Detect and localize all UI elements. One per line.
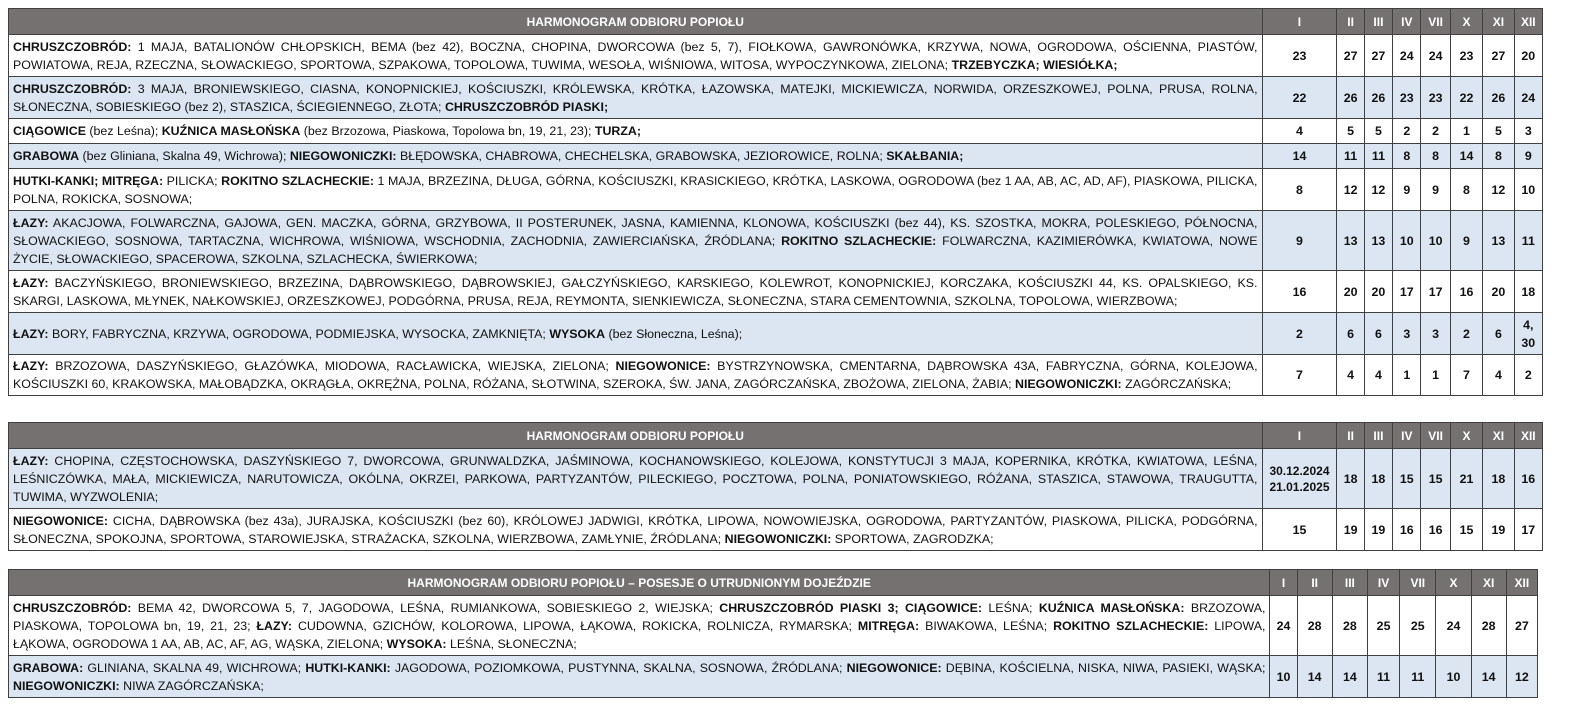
- pickup-day-cell: 18: [1514, 271, 1542, 313]
- month-header: III: [1364, 423, 1392, 449]
- pickup-day-cell: 9: [1262, 211, 1337, 271]
- schedule-table-2: [8, 422, 1543, 551]
- street-list: LEŚNA, SŁONECZNA;: [446, 636, 577, 651]
- month-header: I: [1270, 570, 1297, 596]
- street-list: GLINIANA, SKALNA 49, WICHROWA;: [83, 660, 306, 675]
- pickup-day-cell: 8: [1450, 169, 1482, 211]
- month-header: IV: [1393, 423, 1421, 449]
- pickup-day-cell: 20: [1483, 271, 1514, 313]
- pickup-day-cell: 20: [1337, 271, 1364, 313]
- pickup-day-cell: 27: [1506, 596, 1537, 656]
- table-row: [9, 596, 1538, 656]
- month-header: IV: [1393, 9, 1421, 35]
- street-list: (bez Brzozowa, Piaskowa, Topolowa bn, 19, 21, 23);: [300, 124, 595, 138]
- locality-name: NIEGOWONICZKI:: [13, 678, 120, 693]
- locality-name: CHRUSZCZOBRÓD:: [13, 81, 132, 96]
- pickup-day-cell: 10: [1436, 656, 1471, 698]
- pickup-day-cell: 18: [1483, 449, 1514, 509]
- month-header: III: [1332, 570, 1367, 596]
- locality-name: KUŹNICA MASŁOŃSKA:: [1038, 600, 1185, 615]
- pickup-day-cell: 20: [1514, 35, 1542, 77]
- pickup-day-cell: 28: [1297, 596, 1332, 656]
- month-header: III: [1364, 9, 1392, 35]
- table-row: [9, 355, 1543, 396]
- pickup-day-cell: 12: [1364, 169, 1392, 211]
- pickup-day-cell: 23: [1421, 77, 1450, 119]
- pickup-day-cell: 13: [1337, 211, 1364, 271]
- table-row: [9, 271, 1543, 313]
- month-header: XI: [1483, 9, 1514, 35]
- address-cell: [9, 144, 1263, 169]
- month-header: XII: [1514, 423, 1542, 449]
- locality-name: ROKITNO SZLACHECKIE:: [781, 233, 937, 248]
- pickup-day-cell: 12: [1506, 656, 1537, 698]
- street-list: JAGODOWA, POZIOMKOWA, PUSTYNNA, SKALNA, SOSNOWA, ŹRÓDLANA;: [390, 660, 847, 675]
- table-row: [9, 119, 1543, 144]
- table-row: [9, 509, 1543, 551]
- pickup-day-cell: 4: [1337, 355, 1364, 396]
- pickup-day-cell: 16: [1514, 449, 1542, 509]
- pickup-day-cell: 11: [1367, 656, 1399, 698]
- pickup-day-cell: 30.12.2024 21.01.2025: [1262, 449, 1337, 509]
- locality-name: ROKITNO SZLACHECKIE:: [221, 173, 375, 188]
- pickup-day-cell: 3: [1393, 313, 1421, 355]
- pickup-day-cell: 10: [1393, 211, 1421, 271]
- street-list: (bez Gliniana, Skalna 49, Wichrowa);: [79, 149, 290, 163]
- pickup-day-cell: 8: [1421, 144, 1450, 169]
- locality-name: SKAŁBANIA;: [886, 149, 964, 163]
- schedule-table-1: [8, 8, 1543, 396]
- table-row: [9, 656, 1538, 698]
- table-title: HARMONOGRAM ODBIORU POPIOŁU: [9, 423, 1263, 449]
- pickup-day-cell: 15: [1393, 449, 1421, 509]
- street-list: BACZYŃSKIEGO, BRONIEWSKIEGO, BRZEZINA, DĄBROWSKIEGO, DĄBROWSKIEJ, GAŁCZYŃSKIEGO, KARSKIEGO, KOLEWROT, KONOPNICKIEJ, KORCZAKA, KOŚCIUSZKI 44, KS. OPALSKIEGO, KS. SKARGI, LASKOWA, MŁYNEK, NAŁKOWSKIEJ, ORZESZKOWEJ, PODGÓRNA, PRUSA, REJA, REYMONTA, SIENKIEWICZA, SŁONECZNA, STARA CEMENTOWNIA, SZKOLNA, TOPOLOWA, WIERZBOWA;: [13, 275, 1258, 308]
- street-list: NIWA ZAGÓRCZAŃSKA;: [119, 678, 264, 693]
- pickup-day-cell: 25: [1367, 596, 1399, 656]
- locality-name: GRABOWA: [13, 149, 80, 163]
- pickup-day-cell: 3: [1514, 119, 1542, 144]
- pickup-day-cell: 16: [1421, 509, 1450, 551]
- table-row: [9, 35, 1543, 77]
- address-cell: [9, 313, 1263, 355]
- table-row: [9, 313, 1543, 355]
- address-cell: [9, 656, 1270, 698]
- locality-name: MITRĘGA:: [857, 618, 920, 633]
- pickup-day-cell: 7: [1450, 355, 1482, 396]
- pickup-day-cell: 6: [1483, 313, 1514, 355]
- street-list: 1 MAJA, BRZEZINA, DŁUGA, GÓRNA, KOŚCIUSZKI, KRASICKIEGO, KRÓTKA, LASKOWA, OGRODOWA (bez 1 AA, AB, AC, AD, AF), PIASKOWA, PILICKA, POLNA, ROKICKA, SOSNOWA;: [13, 173, 1258, 206]
- pickup-day-cell: 4: [1483, 355, 1514, 396]
- pickup-day-cell: 28: [1471, 596, 1506, 656]
- address-cell: [9, 271, 1263, 313]
- pickup-day-cell: 8: [1483, 144, 1514, 169]
- address-cell: [9, 211, 1263, 271]
- pickup-day-cell: 26: [1483, 77, 1514, 119]
- locality-name: ŁAZY:: [13, 359, 49, 373]
- pickup-day-cell: 6: [1364, 313, 1392, 355]
- month-header: IV: [1367, 570, 1399, 596]
- street-list: LIPOWA, ŁĄKOWA, OGRODOWA 1 AA, AB, AC, AF, AG, WĄSKA, ZIELONA;: [13, 618, 1266, 651]
- pickup-day-cell: 24: [1393, 35, 1421, 77]
- street-list: 1 MAJA, BATALIONÓW CHŁOPSKICH, BEMA (bez 42), BOCZNA, CHOPINA, DWORCOWA (bez 5, 7), FIOŁKOWA, GAWRONÓWKA, KRZYWA, NOWA, OGRODOWA, OŚCIENNA, PIASTÓW, POWIATOWA, REJA, RZECZNA, SŁOWACKIEGO, SPORTOWA, SZPAKOWA, TOPOLOWA, TUWIMA, WESOŁA, WIŚNIOWA, WITOSA, WYPOCZYNKOWA, ZIELONA;: [13, 39, 1258, 72]
- pickup-day-cell: 5: [1364, 119, 1392, 144]
- pickup-day-cell: 9: [1421, 169, 1450, 211]
- locality-name: KUŹNICA MASŁOŃSKA: [161, 124, 301, 138]
- pickup-day-cell: 18: [1364, 449, 1392, 509]
- locality-name: NIEGOWONICE:: [13, 513, 108, 528]
- pickup-day-cell: 2: [1262, 313, 1337, 355]
- pickup-day-cell: 14: [1262, 144, 1337, 169]
- pickup-day-cell: 22: [1262, 77, 1337, 119]
- table-title: HARMONOGRAM ODBIORU POPIOŁU – POSESJE O UTRUDNIONYM DOJEŹDZIE: [9, 570, 1270, 596]
- street-list: BŁĘDOWSKA, CHABROWA, CHECHELSKA, GRABOWSKA, JEZIOROWICE, ROLNA;: [396, 149, 887, 163]
- pickup-day-cell: 17: [1421, 271, 1450, 313]
- pickup-day-cell: 9: [1450, 211, 1482, 271]
- pickup-day-cell: 2: [1450, 313, 1482, 355]
- pickup-day-cell: 6: [1337, 313, 1364, 355]
- locality-name: CHRUSZCZOBRÓD:: [13, 39, 132, 54]
- address-cell: [9, 119, 1263, 144]
- pickup-day-cell: 10: [1421, 211, 1450, 271]
- pickup-day-cell: 23: [1393, 77, 1421, 119]
- pickup-day-cell: 10: [1514, 169, 1542, 211]
- month-header: VII: [1400, 570, 1436, 596]
- month-header: X: [1450, 423, 1482, 449]
- pickup-day-cell: 5: [1483, 119, 1514, 144]
- month-header: XII: [1514, 9, 1542, 35]
- address-cell: [9, 35, 1263, 77]
- month-header: I: [1262, 423, 1337, 449]
- month-header: II: [1337, 9, 1364, 35]
- street-list: BRZOZOWA, PIASKOWA, TOPOLOWA bn, 19, 21, 23;: [13, 600, 1266, 633]
- pickup-day-cell: 8: [1262, 169, 1337, 211]
- address-cell: [9, 355, 1263, 396]
- table-row: [9, 211, 1543, 271]
- pickup-day-cell: 15: [1262, 509, 1337, 551]
- locality-name: CHRUSZCZOBRÓD:: [13, 600, 132, 615]
- pickup-day-cell: 25: [1400, 596, 1436, 656]
- street-list: CUDOWNA, GZICHÓW, KOLOROWA, LIPOWA, ŁĄKOWA, ROKICKA, ROLNICZA, RYMARSKA;: [292, 618, 858, 633]
- month-header: II: [1337, 423, 1364, 449]
- street-list: BYSTRZYNOWSKA, CMENTARNA, DĄBROWSKA 43A, FABRYCZNA, GÓRNA, KOLEJOWA, KOŚCIUSZKI 60, KRAKOWSKA, MAŁOBĄDZKA, OKRĄGŁA, OKRĘŻNA, POLNA, RÓŻANA, SŁOTWINA, SZEROKA, ŚW. JANA, ZAGÓRCZAŃSKA, ZBOŻOWA, ZIELONA, ŻABIA;: [13, 359, 1258, 391]
- month-header: XI: [1471, 570, 1506, 596]
- pickup-day-cell: 4, 30: [1514, 313, 1542, 355]
- pickup-day-cell: 23: [1450, 35, 1482, 77]
- header-row: [9, 570, 1538, 596]
- month-header: VII: [1421, 423, 1450, 449]
- address-cell: [9, 596, 1270, 656]
- pickup-day-cell: 24: [1436, 596, 1471, 656]
- table-row: [9, 144, 1543, 169]
- pickup-day-cell: 19: [1337, 509, 1364, 551]
- pickup-day-cell: 16: [1262, 271, 1337, 313]
- street-list: ZAGÓRCZAŃSKA;: [1121, 377, 1232, 391]
- pickup-day-cell: 22: [1450, 77, 1482, 119]
- pickup-day-cell: 27: [1483, 35, 1514, 77]
- pickup-day-cell: 27: [1364, 35, 1392, 77]
- locality-name: ŁAZY:: [13, 215, 49, 230]
- pickup-day-cell: 18: [1337, 449, 1364, 509]
- locality-name: WYSOKA:: [386, 636, 447, 651]
- street-list: FOLWARCZNA, KAZIMIERÓWKA, KWIATOWA, NOWE ŻYCIE, SŁOWACKIEGO, SPACEROWA, SZKOLNA, SZLACHECKA, ŚWIERKOWA;: [13, 233, 1258, 266]
- address-cell: [9, 77, 1263, 119]
- pickup-day-cell: 9: [1514, 144, 1542, 169]
- locality-name: NIEGOWONICZKI:: [289, 149, 397, 163]
- pickup-day-cell: 13: [1483, 211, 1514, 271]
- locality-name: NIEGOWONICE:: [846, 660, 942, 675]
- pickup-day-cell: 14: [1297, 656, 1332, 698]
- locality-name: WYSOKA: [549, 326, 606, 341]
- locality-name: HUTKI-KANKI; MITRĘGA:: [13, 173, 164, 188]
- locality-name: NIEGOWONICZKI:: [1015, 377, 1122, 391]
- street-list: CHOPINA, CZĘSTOCHOWSKA, DASZYŃSKIEGO 7, DWORCOWA, GRUNWALDZKA, JAŚMINOWA, KOCHANOWSKIEGO, KOLEJOWA, KONSTYTUCJI 3 MAJA, KOPERNIKA, KRÓTKA, KWIATOWA, LEŚNA, LEŚNICZÓWKA, MAŁA, MICKIEWICZA, NARUTOWICZA, OKÓLNA, OKRZEI, PARKOWA, PARTYZANTÓW, PILECKIEGO, POCZTOWA, POLNA, PONIATOWSKIEGO, RÓŻANA, STASZICA, STAWOWA, TRAUGUTTA, TUWIMA, WYZWOLENIA;: [13, 453, 1258, 504]
- pickup-day-cell: 14: [1332, 656, 1367, 698]
- pickup-day-cell: 12: [1483, 169, 1514, 211]
- locality-name: NIEGOWONICE:: [615, 359, 711, 373]
- address-cell: [9, 449, 1263, 509]
- pickup-day-cell: 26: [1364, 77, 1392, 119]
- pickup-day-cell: 28: [1332, 596, 1367, 656]
- pickup-day-cell: 24: [1421, 35, 1450, 77]
- month-header: X: [1436, 570, 1471, 596]
- street-list: BORY, FABRYCZNA, KRZYWA, OGRODOWA, PODMIEJSKA, WYSOCKA, ZAMKNIĘTA;: [48, 326, 550, 341]
- pickup-day-cell: 27: [1337, 35, 1364, 77]
- pickup-day-cell: 16: [1393, 509, 1421, 551]
- locality-name: ŁAZY:: [256, 618, 293, 633]
- address-cell: [9, 509, 1263, 551]
- street-list: (bez Leśna);: [85, 124, 162, 138]
- street-list: BIWAKOWA, LEŚNA;: [919, 618, 1054, 633]
- locality-name: ŁAZY:: [13, 453, 49, 468]
- pickup-day-cell: 9: [1393, 169, 1421, 211]
- pickup-day-cell: 4: [1262, 119, 1337, 144]
- pickup-day-cell: 20: [1364, 271, 1392, 313]
- locality-name: HUTKI-KANKI:: [305, 660, 391, 675]
- street-list: SPORTOWA, ZAGRODZKA;: [831, 531, 994, 546]
- street-list: PILICKA;: [163, 173, 222, 188]
- locality-name: ROKITNO SZLACHECKIE:: [1053, 618, 1209, 633]
- month-header: X: [1450, 9, 1482, 35]
- pickup-day-cell: 10: [1270, 656, 1297, 698]
- street-list: BRZOZOWA, DASZYŃSKIEGO, GŁAZÓWKA, MIODOWA, RACŁAWICKA, WIEJSKA, ZIELONA;: [48, 359, 616, 373]
- pickup-day-cell: 15: [1450, 509, 1482, 551]
- header-row: [9, 9, 1543, 35]
- street-list: LEŚNA;: [982, 600, 1039, 615]
- locality-name: CIĄGOWICE: [13, 124, 86, 138]
- pickup-day-cell: 24: [1270, 596, 1297, 656]
- pickup-day-cell: 2: [1421, 119, 1450, 144]
- locality-name: TRZEBYCZKA; WIESIÓŁKA;: [951, 57, 1118, 72]
- pickup-day-cell: 24: [1514, 77, 1542, 119]
- month-header: VII: [1421, 9, 1450, 35]
- pickup-day-cell: 11: [1337, 144, 1364, 169]
- pickup-day-cell: 5: [1337, 119, 1364, 144]
- pickup-day-cell: 1: [1393, 355, 1421, 396]
- pickup-day-cell: 4: [1364, 355, 1392, 396]
- pickup-day-cell: 15: [1421, 449, 1450, 509]
- pickup-day-cell: 11: [1514, 211, 1542, 271]
- pickup-day-cell: 21: [1450, 449, 1482, 509]
- table-row: [9, 169, 1543, 211]
- pickup-day-cell: 8: [1393, 144, 1421, 169]
- locality-name: GRABOWA:: [13, 660, 84, 675]
- pickup-day-cell: 2: [1514, 355, 1542, 396]
- address-cell: [9, 169, 1263, 211]
- table-row: [9, 449, 1543, 509]
- pickup-day-cell: 17: [1514, 509, 1542, 551]
- pickup-day-cell: 23: [1262, 35, 1337, 77]
- street-list: CICHA, DĄBROWSKA (bez 43a), JURAJSKA, KOŚCIUSZKI (bez 60), KRÓLOWEJ JADWIGI, KRÓTKA, LIPOWA, NOWOWIEJSKA, OGRODOWA, PARTYZANTÓW, PIASKOWA, PILICKA, PODGÓRNA, SŁONECZNA, SPOKOJNA, SPORTOWA, STAROWIEJSKA, STRAŻACKA, SZKOLNA, WIERZBOWA, ZAMŁYNIE, ŹRÓDLANA;: [13, 513, 1258, 546]
- pickup-day-cell: 2: [1393, 119, 1421, 144]
- table-row: [9, 77, 1543, 119]
- street-list: 3 MAJA, BRONIEWSKIEGO, CIASNA, KONOPNICKIEJ, KOŚCIUSZKI, KRÓLEWSKA, KRÓTKA, ŁAZOWSKA, MATEJKI, MICKIEWICZA, NORWIDA, ORZESZKOWEJ, POLNA, PRUSA, ROLNA, SŁONECZNA, SOBIESKIEGO (bez 2), STASZICA, ŚCIEGIENNEGO, ZŁOTA;: [13, 81, 1258, 114]
- street-list: (bez Słoneczna, Leśna);: [605, 326, 743, 341]
- street-list: AKACJOWA, FOLWARCZNA, GAJOWA, GEN. MACZKA, GÓRNA, GRZYBOWA, II POSTERUNEK, JASNA, KAMIENNA, KLONOWA, KOŚCIUSZKI (bez 44), KS. SZOSTKA, MOKRA, POLESKIEGO, PÓŁNOCNA, SŁOWACKIEGO, SOSNOWA, TARTACZNA, WICHROWA, WIŚNIOWA, WSCHODNIA, ZACHODNIA, ZAWIERCIAŃSKA, ŹRÓDLANA;: [13, 215, 1258, 248]
- pickup-day-cell: 16: [1450, 271, 1482, 313]
- pickup-day-cell: 14: [1471, 656, 1506, 698]
- pickup-day-cell: 14: [1450, 144, 1482, 169]
- header-row: [9, 423, 1543, 449]
- pickup-day-cell: 12: [1337, 169, 1364, 211]
- pickup-day-cell: 19: [1483, 509, 1514, 551]
- month-header: II: [1297, 570, 1332, 596]
- locality-name: ŁAZY:: [13, 275, 49, 290]
- locality-name: NIEGOWONICZKI:: [724, 531, 832, 546]
- locality-name: CHRUSZCZOBRÓD PIASKI;: [444, 99, 609, 114]
- locality-name: ŁAZY:: [13, 326, 49, 341]
- street-list: BEMA 42, DWORCOWA 5, 7, JAGODOWA, LEŚNA, RUMIANKOWA, SOBIESKIEGO 2, WIEJSKA;: [131, 600, 720, 615]
- table-title: HARMONOGRAM ODBIORU POPIOŁU: [9, 9, 1263, 35]
- pickup-day-cell: 17: [1393, 271, 1421, 313]
- pickup-day-cell: 13: [1364, 211, 1392, 271]
- pickup-day-cell: 7: [1262, 355, 1337, 396]
- locality-name: CHRUSZCZOBRÓD PIASKI 3; CIĄGOWICE:: [719, 600, 983, 615]
- pickup-day-cell: 11: [1364, 144, 1392, 169]
- street-list: DĘBINA, KOŚCIELNA, NISKA, NIWA, PASIEKI, WĄSKA;: [941, 660, 1266, 675]
- pickup-day-cell: 26: [1337, 77, 1364, 119]
- pickup-day-cell: 19: [1364, 509, 1392, 551]
- pickup-day-cell: 3: [1421, 313, 1450, 355]
- schedule-table-3: [8, 569, 1538, 698]
- locality-name: TURZA;: [594, 124, 641, 138]
- pickup-day-cell: 11: [1400, 656, 1436, 698]
- month-header: XII: [1506, 570, 1537, 596]
- month-header: XI: [1483, 423, 1514, 449]
- pickup-day-cell: 1: [1450, 119, 1482, 144]
- month-header: I: [1262, 9, 1337, 35]
- pickup-day-cell: 1: [1421, 355, 1450, 396]
